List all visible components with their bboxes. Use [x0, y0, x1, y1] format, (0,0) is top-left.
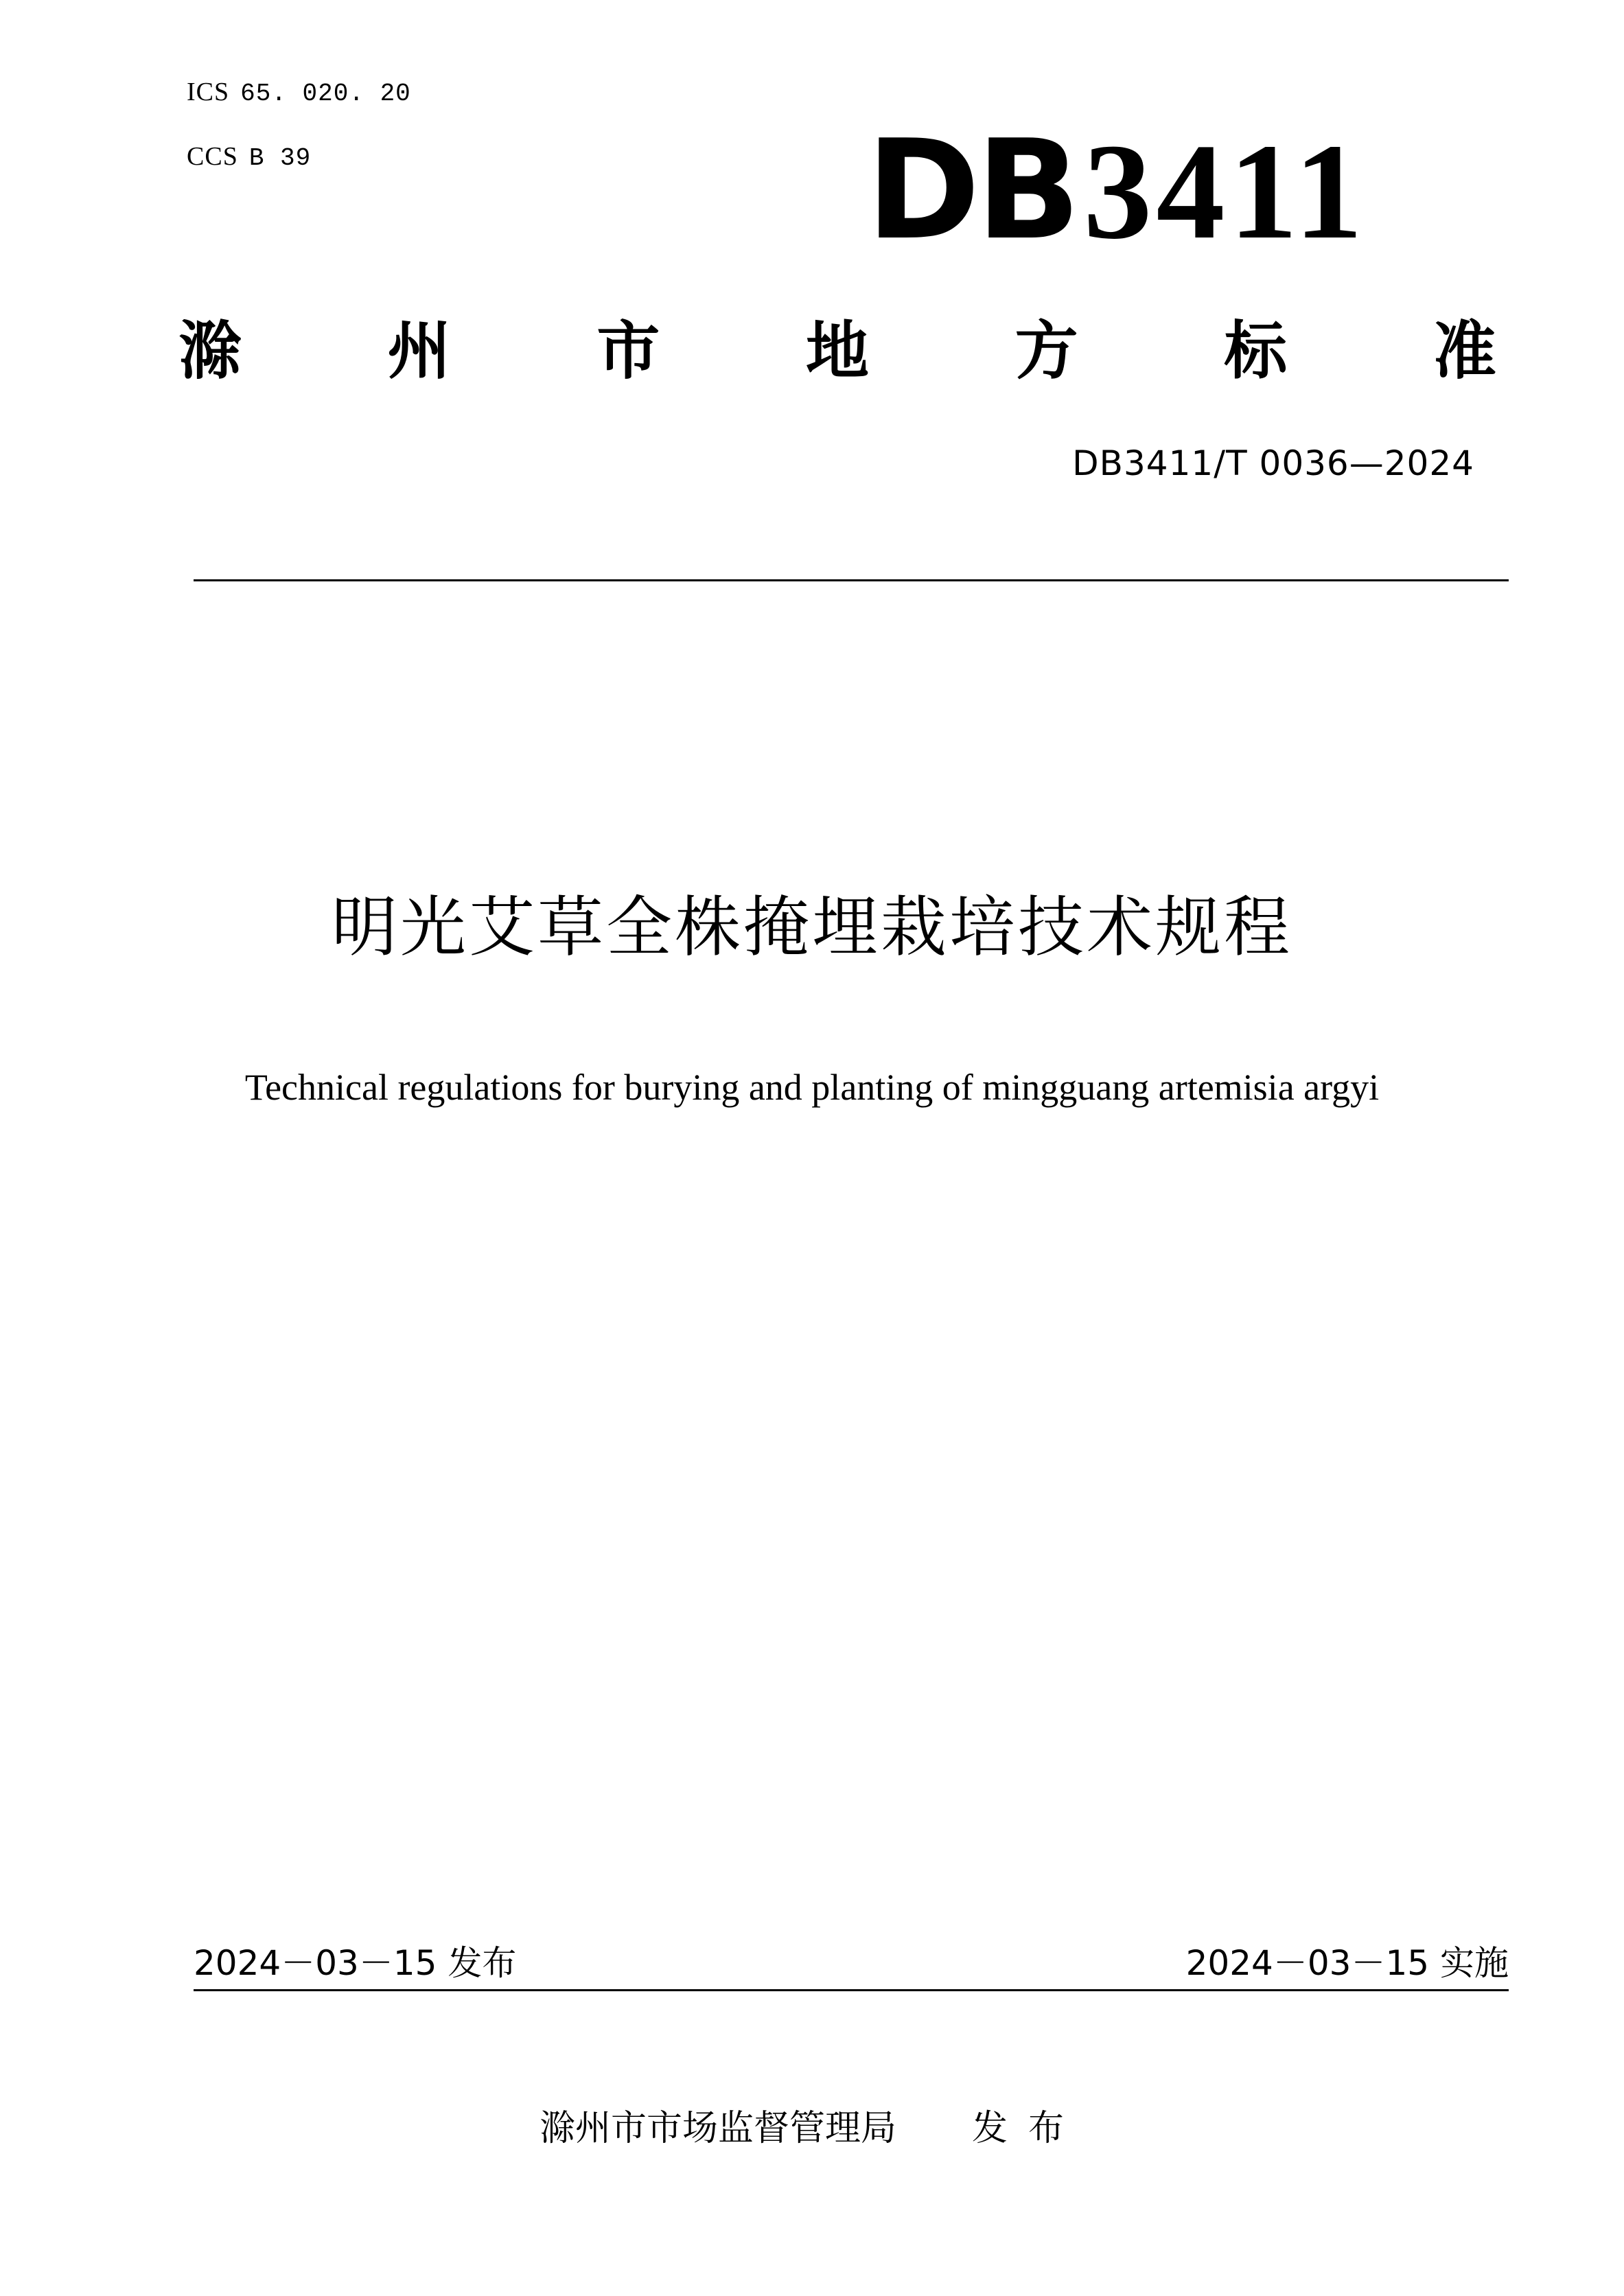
ccs-code-line — [187, 141, 311, 172]
issuer-name: 滁州市市场监督管理局 — [539, 2108, 896, 2149]
issuer-action: 发布 — [972, 2108, 1085, 2149]
db-logo-digits: 3411 — [1083, 116, 1367, 268]
standard-type-heading — [178, 314, 1496, 388]
standard-type-char: 地 — [805, 314, 869, 388]
standard-type-char: 标 — [1224, 314, 1288, 388]
document-title-chinese: 明光艾草全株掩埋栽培技术规程 — [332, 889, 1292, 966]
standard-type-char: 方 — [1014, 314, 1078, 388]
bottom-divider — [194, 1989, 1509, 1991]
db-logo-mark — [866, 111, 1367, 270]
standard-type-char: 滁 — [178, 314, 242, 388]
ics-code: 65. 020. 20 — [240, 80, 411, 108]
standard-type-char: 市 — [596, 314, 660, 388]
standard-type-char: 准 — [1432, 314, 1496, 388]
implement-date: 2024－03－15 实施 — [1185, 1943, 1509, 1983]
issuing-authority — [0, 2099, 1624, 2150]
standard-type-char: 州 — [387, 314, 451, 388]
ccs-label: CCS — [187, 142, 238, 171]
document-title-english: Technical regulations for burying and planting of mingguang artemisia argyi — [244, 1067, 1380, 1108]
ics-label: ICS — [187, 78, 230, 106]
ccs-code: B 39 — [248, 144, 312, 172]
ics-code-line — [187, 77, 411, 108]
top-divider — [194, 579, 1509, 581]
standard-number: DB3411/T 0036—2024 — [1072, 443, 1474, 483]
db-logo-letters: DB — [866, 111, 1077, 270]
publish-date: 2024－03－15 发布 — [194, 1943, 517, 1983]
